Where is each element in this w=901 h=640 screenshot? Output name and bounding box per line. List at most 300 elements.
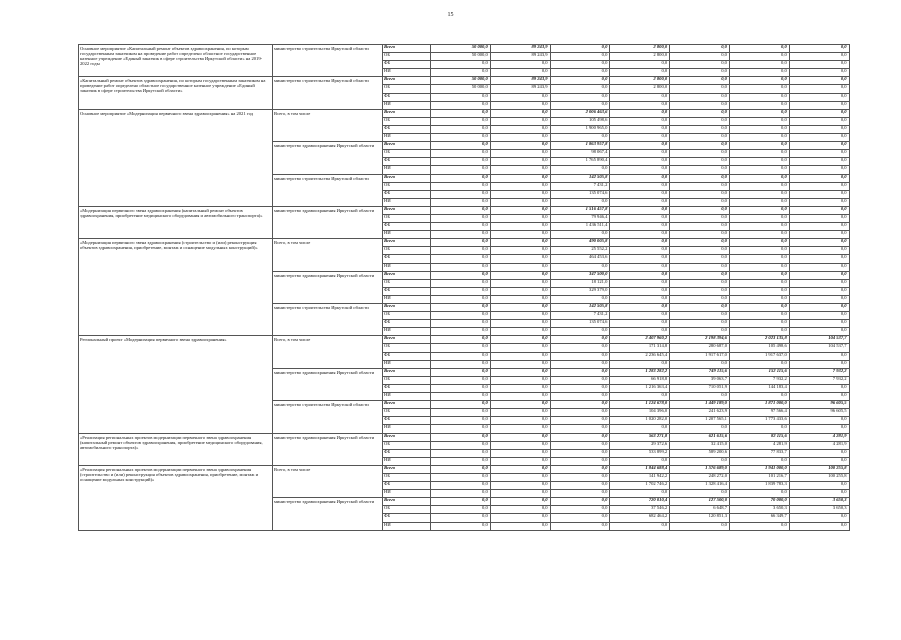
value-cell: 0,0 [490, 344, 550, 352]
value-cell: 0,0 [550, 295, 610, 303]
funding-source-cell: НИ [383, 522, 431, 530]
executor-cell: министерство здравоохранения Иркутской области [273, 206, 383, 238]
value-cell: 89 243,9 [490, 45, 550, 53]
value-cell: 0,0 [550, 401, 610, 409]
value-cell: 0,0 [610, 247, 670, 255]
value-cell: 0,0 [490, 134, 550, 142]
value-cell: 0,0 [789, 457, 849, 465]
value-cell: 0,0 [431, 134, 491, 142]
value-cell: 0,0 [789, 247, 849, 255]
funding-source-cell: ФБ [383, 190, 431, 198]
value-cell: 0,0 [789, 417, 849, 425]
executor-cell: министерство здравоохранения Иркутской области [273, 142, 383, 174]
value-cell: 0,0 [431, 295, 491, 303]
value-cell: 0,0 [789, 271, 849, 279]
value-cell: 329 379,0 [550, 287, 610, 295]
value-cell: 0,0 [490, 125, 550, 133]
funding-source-cell: НИ [383, 295, 431, 303]
value-cell: 0,0 [550, 61, 610, 69]
value-cell: 0,0 [610, 214, 670, 222]
value-cell: 2 800,0 [610, 85, 670, 93]
funding-source-cell: ОБ [383, 506, 431, 514]
funding-source-cell: ФБ [383, 93, 431, 101]
value-cell: 0,0 [431, 239, 491, 247]
value-cell: 0,0 [550, 45, 610, 53]
value-cell: 0,0 [670, 166, 730, 174]
value-cell: 0,0 [610, 69, 670, 77]
value-cell: 0,0 [610, 522, 670, 530]
funding-source-cell: ОБ [383, 312, 431, 320]
value-cell: 1 216 363,4 [610, 384, 670, 392]
value-cell: 0,0 [789, 490, 849, 498]
value-cell: 142 505,8 [550, 174, 610, 182]
table-row [79, 465, 850, 473]
value-cell: 0,0 [431, 457, 491, 465]
funding-source-cell: ОБ [383, 53, 431, 61]
value-cell: 0,0 [610, 206, 670, 214]
value-cell: 0,0 [789, 134, 849, 142]
value-cell: 0,0 [490, 198, 550, 206]
value-cell: 0,0 [431, 312, 491, 320]
value-cell: 0,0 [729, 271, 789, 279]
value-cell: 0,0 [670, 425, 730, 433]
value-cell: 0,0 [431, 150, 491, 158]
funding-source-cell: ФБ [383, 449, 431, 457]
value-cell: 1 765 890,4 [550, 158, 610, 166]
value-cell: 0,0 [490, 482, 550, 490]
value-cell: 0,0 [789, 85, 849, 93]
value-cell: 0,0 [431, 336, 491, 344]
value-cell: 0,0 [670, 45, 730, 53]
value-cell: 0,0 [610, 109, 670, 117]
value-cell: 105 498,6 [729, 344, 789, 352]
funding-source-cell: НИ [383, 69, 431, 77]
value-cell: 0,0 [550, 482, 610, 490]
executor-cell: министерство строительства Иркутской области [273, 77, 383, 109]
value-cell: 0,0 [670, 93, 730, 101]
value-cell: 0,0 [490, 490, 550, 498]
value-cell: 0,0 [729, 182, 789, 190]
value-cell: 0,0 [729, 109, 789, 117]
value-cell: 171 314,8 [610, 344, 670, 352]
value-cell: 98 067,4 [550, 150, 610, 158]
value-cell: 563 271,8 [610, 433, 670, 441]
value-cell: 0,0 [431, 352, 491, 360]
value-cell: 0,0 [789, 255, 849, 263]
value-cell: 0,0 [490, 304, 550, 312]
value-cell: 4 281,9 [789, 433, 849, 441]
value-cell: 0,0 [610, 142, 670, 150]
value-cell: 1 844 688,4 [610, 465, 670, 473]
value-cell: 0,0 [610, 320, 670, 328]
value-cell: 0,0 [789, 295, 849, 303]
value-cell: 0,0 [490, 433, 550, 441]
value-cell: 0,0 [431, 214, 491, 222]
value-cell: 0,0 [550, 328, 610, 336]
funding-source-cell: Всего [383, 45, 431, 53]
value-cell: 0,0 [729, 425, 789, 433]
value-cell: 0,0 [670, 393, 730, 401]
value-cell: 0,0 [729, 239, 789, 247]
value-cell: 70 000,0 [729, 498, 789, 506]
value-cell: 0,0 [610, 174, 670, 182]
value-cell: 0,0 [490, 101, 550, 109]
value-cell: 2 006 463,6 [550, 109, 610, 117]
value-cell: 0,0 [550, 85, 610, 93]
executor-cell: министерство здравоохранения Иркутской области [273, 368, 383, 400]
value-cell: 0,0 [550, 376, 610, 384]
value-cell: 7 431,2 [550, 182, 610, 190]
executor-cell: Всего, в том числе [273, 465, 383, 497]
value-cell: 0,0 [789, 304, 849, 312]
value-cell: 0,0 [610, 312, 670, 320]
value-cell: 589 200,6 [670, 449, 730, 457]
funding-source-cell: ОБ [383, 279, 431, 287]
value-cell: 0,0 [550, 77, 610, 85]
value-cell: 66 918,8 [610, 376, 670, 384]
value-cell: 0,0 [550, 514, 610, 522]
value-cell: 0,0 [729, 134, 789, 142]
funding-source-cell: ОБ [383, 409, 431, 417]
value-cell: 0,0 [550, 336, 610, 344]
value-cell: 0,0 [490, 384, 550, 392]
value-cell: 0,0 [610, 166, 670, 174]
value-cell: 0,0 [610, 182, 670, 190]
value-cell: 0,0 [789, 328, 849, 336]
value-cell: 0,0 [789, 522, 849, 530]
value-cell: 96 605,5 [789, 409, 849, 417]
value-cell: 0,0 [431, 109, 491, 117]
value-cell: 0,0 [729, 85, 789, 93]
funding-source-cell: НИ [383, 393, 431, 401]
value-cell: 248 272,0 [670, 473, 730, 481]
value-cell: 0,0 [729, 304, 789, 312]
funding-source-cell: ФБ [383, 158, 431, 166]
value-cell: 0,0 [550, 263, 610, 271]
value-cell: 0,0 [789, 117, 849, 125]
value-cell: 0,0 [670, 85, 730, 93]
value-cell: 0,0 [789, 360, 849, 368]
value-cell: 0,0 [789, 352, 849, 360]
funding-source-cell: ОБ [383, 441, 431, 449]
value-cell: 0,0 [490, 409, 550, 417]
value-cell: 0,0 [431, 320, 491, 328]
value-cell: 0,0 [789, 174, 849, 182]
value-cell: 0,0 [789, 158, 849, 166]
value-cell: 0,0 [490, 312, 550, 320]
value-cell: 241 623,9 [670, 409, 730, 417]
value-cell: 0,0 [670, 223, 730, 231]
funding-source-cell: НИ [383, 166, 431, 174]
value-cell: 0,0 [729, 522, 789, 530]
funding-source-cell: ФБ [383, 482, 431, 490]
value-cell: 0,0 [729, 457, 789, 465]
value-cell: 89 243,9 [490, 53, 550, 61]
funding-source-cell: ОБ [383, 247, 431, 255]
value-cell: 0,0 [789, 206, 849, 214]
funding-source-cell: Всего [383, 401, 431, 409]
value-cell: 0,0 [610, 239, 670, 247]
value-cell: 0,0 [670, 320, 730, 328]
value-cell: 0,0 [789, 384, 849, 392]
value-cell: 0,0 [670, 304, 730, 312]
table-row [79, 336, 850, 344]
value-cell: 37 546,2 [610, 506, 670, 514]
value-cell: 0,0 [729, 142, 789, 150]
value-cell: 0,0 [490, 206, 550, 214]
value-cell: 50 000,0 [431, 85, 491, 93]
value-cell: 0,0 [490, 142, 550, 150]
value-cell: 0,0 [610, 255, 670, 263]
value-cell: 0,0 [431, 384, 491, 392]
value-cell: 0,0 [550, 69, 610, 77]
value-cell: 0,0 [729, 295, 789, 303]
value-cell: 0,0 [490, 279, 550, 287]
funding-source-cell: Всего [383, 433, 431, 441]
value-cell: 0,0 [490, 255, 550, 263]
value-cell: 2 407 960,2 [610, 336, 670, 344]
value-cell: 0,0 [670, 53, 730, 61]
value-cell: 280 687,0 [670, 344, 730, 352]
value-cell: 0,0 [490, 214, 550, 222]
value-cell: 0,0 [490, 174, 550, 182]
value-cell: 2 236 645,4 [610, 352, 670, 360]
value-cell: 0,0 [550, 409, 610, 417]
funding-source-cell: ОБ [383, 85, 431, 93]
value-cell: 0,0 [490, 352, 550, 360]
value-cell: 0,0 [789, 320, 849, 328]
value-cell: 0,0 [729, 45, 789, 53]
value-cell: 0,0 [610, 158, 670, 166]
value-cell: 0,0 [729, 263, 789, 271]
value-cell: 1 328 416,4 [670, 482, 730, 490]
value-cell: 0,0 [610, 117, 670, 125]
value-cell: 0,0 [490, 376, 550, 384]
value-cell: 1 863 957,8 [550, 142, 610, 150]
executor-cell: министерство здравоохранения Иркутской области [273, 433, 383, 465]
funding-source-cell: Всего [383, 206, 431, 214]
funding-source-cell: ОБ [383, 182, 431, 190]
value-cell: 0,0 [670, 77, 730, 85]
value-cell: 0,0 [729, 231, 789, 239]
value-cell: 0,0 [431, 69, 491, 77]
value-cell: 0,0 [610, 231, 670, 239]
value-cell: 0,0 [670, 360, 730, 368]
value-cell: 0,0 [670, 198, 730, 206]
value-cell: 0,0 [550, 425, 610, 433]
value-cell: 50 000,0 [431, 53, 491, 61]
value-cell: 0,0 [670, 247, 730, 255]
value-cell: 0,0 [431, 376, 491, 384]
value-cell: 0,0 [431, 360, 491, 368]
value-cell: 0,0 [431, 247, 491, 255]
funding-source-cell: ФБ [383, 352, 431, 360]
value-cell: 66 349,7 [729, 514, 789, 522]
value-cell: 6 648,7 [670, 506, 730, 514]
funding-source-cell: ОБ [383, 473, 431, 481]
value-cell: 0,0 [729, 174, 789, 182]
value-cell: 0,0 [431, 101, 491, 109]
value-cell: 621 615,6 [670, 433, 730, 441]
funding-source-cell: ФБ [383, 287, 431, 295]
funding-source-cell: Всего [383, 304, 431, 312]
value-cell: 2 023 135,8 [729, 336, 789, 344]
value-cell: 0,0 [729, 279, 789, 287]
value-cell: 152 115,6 [729, 368, 789, 376]
funding-source-cell: НИ [383, 425, 431, 433]
funding-source-cell: НИ [383, 263, 431, 271]
executor-cell: министерство здравоохранения Иркутской области [273, 271, 383, 303]
value-cell: 50 000,0 [431, 45, 491, 53]
value-cell: 0,0 [431, 514, 491, 522]
value-cell: 0,0 [490, 69, 550, 77]
value-cell: 0,0 [431, 263, 491, 271]
activity-description: «Реализация региональных проектов модернизации первичного звена здравоохранения (капитальный ремонт объектов здравоохранения, приобретение медицинского оборудования, автомобильного транспорта)» [79, 433, 273, 465]
value-cell: 0,0 [550, 360, 610, 368]
funding-source-cell: НИ [383, 457, 431, 465]
value-cell: 4 281,9 [729, 441, 789, 449]
value-cell: 0,0 [670, 142, 730, 150]
funding-source-cell: НИ [383, 328, 431, 336]
value-cell: 0,0 [431, 158, 491, 166]
value-cell: 0,0 [729, 93, 789, 101]
funding-source-cell: ФБ [383, 125, 431, 133]
value-cell: 0,0 [431, 490, 491, 498]
value-cell: 1 917 617,0 [670, 352, 730, 360]
value-cell: 7 932,2 [789, 376, 849, 384]
value-cell: 0,0 [431, 190, 491, 198]
value-cell: 0,0 [431, 231, 491, 239]
value-cell: 0,0 [729, 490, 789, 498]
value-cell: 0,0 [789, 482, 849, 490]
value-cell: 0,0 [490, 393, 550, 401]
value-cell: 682 464,2 [610, 514, 670, 522]
value-cell: 0,0 [610, 263, 670, 271]
value-cell: 1 020 282,0 [610, 417, 670, 425]
funding-source-cell: Всего [383, 239, 431, 247]
value-cell: 141 942,2 [610, 473, 670, 481]
value-cell: 77 833,7 [729, 449, 789, 457]
value-cell: 0,0 [550, 231, 610, 239]
funding-source-cell: НИ [383, 490, 431, 498]
value-cell: 0,0 [789, 312, 849, 320]
budget-table [78, 44, 850, 531]
value-cell: 0,0 [490, 158, 550, 166]
value-cell: 0,0 [550, 393, 610, 401]
value-cell: 0,0 [490, 117, 550, 125]
value-cell: 720 010,4 [610, 498, 670, 506]
value-cell: 0,0 [789, 125, 849, 133]
value-cell: 0,0 [670, 239, 730, 247]
value-cell: 82 115,6 [729, 433, 789, 441]
value-cell: 0,0 [490, 328, 550, 336]
value-cell: 3 650,3 [789, 506, 849, 514]
value-cell: 0,0 [550, 93, 610, 101]
value-cell: 0,0 [431, 182, 491, 190]
funding-source-cell: ОБ [383, 344, 431, 352]
funding-source-cell: ОБ [383, 117, 431, 125]
table-row [79, 45, 850, 53]
value-cell: 0,0 [490, 93, 550, 101]
value-cell: 0,0 [610, 457, 670, 465]
value-cell: 0,0 [610, 393, 670, 401]
value-cell: 0,0 [610, 295, 670, 303]
executor-cell: министерство строительства Иркутской области [273, 45, 383, 77]
value-cell: 1 207 565,1 [670, 417, 730, 425]
value-cell: 0,0 [789, 142, 849, 150]
value-cell: 144 183,4 [729, 384, 789, 392]
value-cell: 0,0 [610, 125, 670, 133]
value-cell: 0,0 [431, 344, 491, 352]
value-cell: 7 932,2 [729, 376, 789, 384]
value-cell: 3 650,3 [729, 506, 789, 514]
value-cell: 0,0 [431, 401, 491, 409]
value-cell: 0,0 [550, 166, 610, 174]
value-cell: 0,0 [789, 393, 849, 401]
value-cell: 0,0 [670, 206, 730, 214]
value-cell: 0,0 [431, 409, 491, 417]
value-cell: 0,0 [789, 166, 849, 174]
value-cell: 0,0 [670, 150, 730, 158]
value-cell: 0,0 [789, 279, 849, 287]
value-cell: 0,0 [431, 473, 491, 481]
value-cell: 0,0 [550, 134, 610, 142]
value-cell: 1 436 511,4 [550, 223, 610, 231]
value-cell: 0,0 [550, 344, 610, 352]
funding-source-cell: Всего [383, 336, 431, 344]
value-cell: 0,0 [490, 109, 550, 117]
value-cell: 0,0 [490, 401, 550, 409]
value-cell: 0,0 [490, 522, 550, 530]
value-cell: 0,0 [550, 506, 610, 514]
value-cell: 0,0 [610, 279, 670, 287]
value-cell: 0,0 [789, 263, 849, 271]
value-cell: 0,0 [431, 449, 491, 457]
value-cell: 0,0 [431, 271, 491, 279]
value-cell: 0,0 [670, 279, 730, 287]
value-cell: 0,0 [550, 198, 610, 206]
value-cell: 0,0 [431, 433, 491, 441]
value-cell: 0,0 [729, 150, 789, 158]
value-cell: 0,0 [670, 295, 730, 303]
value-cell: 0,0 [670, 61, 730, 69]
page-number: 15 [447, 12, 454, 18]
value-cell: 533 899,2 [610, 449, 670, 457]
value-cell: 0,0 [789, 214, 849, 222]
executor-cell: Всего, в том числе [273, 239, 383, 271]
value-cell: 0,0 [670, 190, 730, 198]
value-cell: 0,0 [670, 125, 730, 133]
value-cell: 0,0 [610, 198, 670, 206]
value-cell: 4 281,9 [789, 441, 849, 449]
value-cell: 0,0 [550, 522, 610, 530]
value-cell: 0,0 [550, 490, 610, 498]
value-cell: 0,0 [431, 393, 491, 401]
funding-source-cell: ФБ [383, 223, 431, 231]
value-cell: 1 449 189,0 [670, 401, 730, 409]
value-cell: 0,0 [789, 190, 849, 198]
value-cell: 25 552,2 [550, 247, 610, 255]
value-cell: 0,0 [729, 77, 789, 85]
value-cell: 0,0 [550, 352, 610, 360]
value-cell: 0,0 [490, 61, 550, 69]
executor-cell: Всего, в том числе [273, 336, 383, 368]
value-cell: 127 500,0 [670, 498, 730, 506]
value-cell: 0,0 [789, 223, 849, 231]
value-cell: 0,0 [490, 449, 550, 457]
funding-source-cell: Всего [383, 77, 431, 85]
value-cell: 0,0 [670, 328, 730, 336]
